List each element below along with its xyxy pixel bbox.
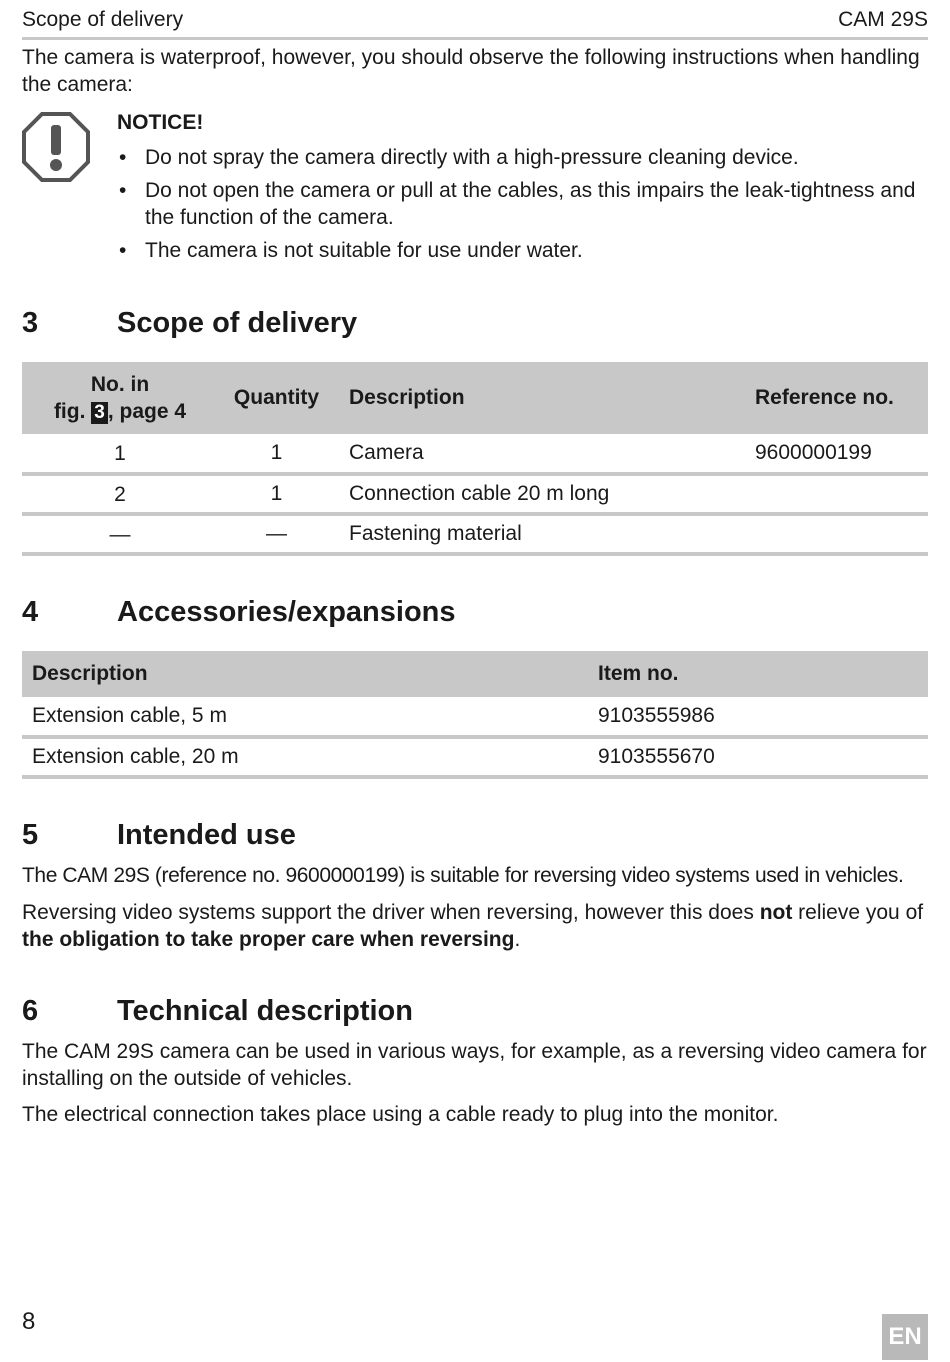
- notice-item: • Do not spray the camera directly with a high-pressure cleaning device.: [119, 146, 799, 169]
- table-row: 2 1 Connection cable 20 m long: [22, 474, 928, 514]
- table-row: 1 1 Camera 9600000199: [22, 434, 928, 474]
- accessories-table: [22, 651, 928, 779]
- page-number: 8: [22, 1308, 36, 1335]
- section-title: Technical description: [117, 995, 413, 1027]
- section-number: 4: [22, 596, 39, 628]
- header-section-title: Scope of delivery: [22, 8, 184, 31]
- technical-description-paragraph-1: The CAM 29S camera can be used in various ways, for example, as a reversing video camera for installing on the outside of vehicles.: [22, 1040, 927, 1090]
- table-row: Extension cable, 5 m 9103555986: [22, 697, 928, 737]
- warning-exclamation-icon: [22, 112, 90, 182]
- col-header-item-no: Item no.: [598, 651, 928, 697]
- section-3-heading: [22, 307, 928, 343]
- intro-paragraph: The camera is waterproof, however, you should observe the following instructions when handling the camera:: [22, 46, 920, 96]
- section-number: 6: [22, 995, 39, 1027]
- table-header-row: [22, 362, 928, 434]
- scope-of-delivery-table: [22, 362, 928, 556]
- figure-number-badge: 3: [91, 402, 108, 424]
- col-header-quantity: Quantity: [218, 362, 335, 434]
- intended-use-paragraph-2: Reversing video systems support the driver when reversing, however this does not relieve you of the obligation to take proper care when reversing.: [22, 901, 924, 951]
- section-6-heading: [22, 995, 928, 1031]
- language-badge: EN: [882, 1314, 928, 1360]
- col-header-description: Description: [335, 362, 755, 434]
- section-4-heading: [22, 596, 928, 632]
- notice-item: • The camera is not suitable for use under water.: [119, 239, 583, 262]
- col-header-reference: Reference no.: [755, 362, 928, 434]
- notice-list: [117, 144, 928, 264]
- col-header-no: No. in fig. 3 , page 4: [22, 362, 218, 434]
- col-header-description: Description: [22, 651, 598, 697]
- technical-description-paragraph-2: The electrical connection takes place using a cable ready to plug into the monitor.: [22, 1103, 779, 1126]
- notice-title: NOTICE!: [117, 111, 204, 134]
- section-5-heading: [22, 819, 928, 855]
- notice-block: [117, 110, 928, 270]
- page-header: [22, 6, 928, 40]
- section-number: 5: [22, 819, 39, 851]
- table-header-row: [22, 651, 928, 697]
- notice-item: • Do not open the camera or pull at the cables, as this impairs the leak-tightness and the function of the camera.: [119, 179, 916, 229]
- intended-use-paragraph-1: The CAM 29S (reference no. 9600000199) is suitable for reversing video systems used in vehicles.: [22, 864, 904, 887]
- header-model: CAM 29S: [838, 8, 928, 31]
- section-title: Intended use: [117, 819, 296, 851]
- table-row: Extension cable, 20 m 9103555670: [22, 737, 928, 777]
- section-number: 3: [22, 307, 39, 339]
- section-title: Scope of delivery: [117, 307, 358, 339]
- section-title: Accessories/expansions: [117, 596, 456, 628]
- table-row: — — Fastening material: [22, 514, 928, 554]
